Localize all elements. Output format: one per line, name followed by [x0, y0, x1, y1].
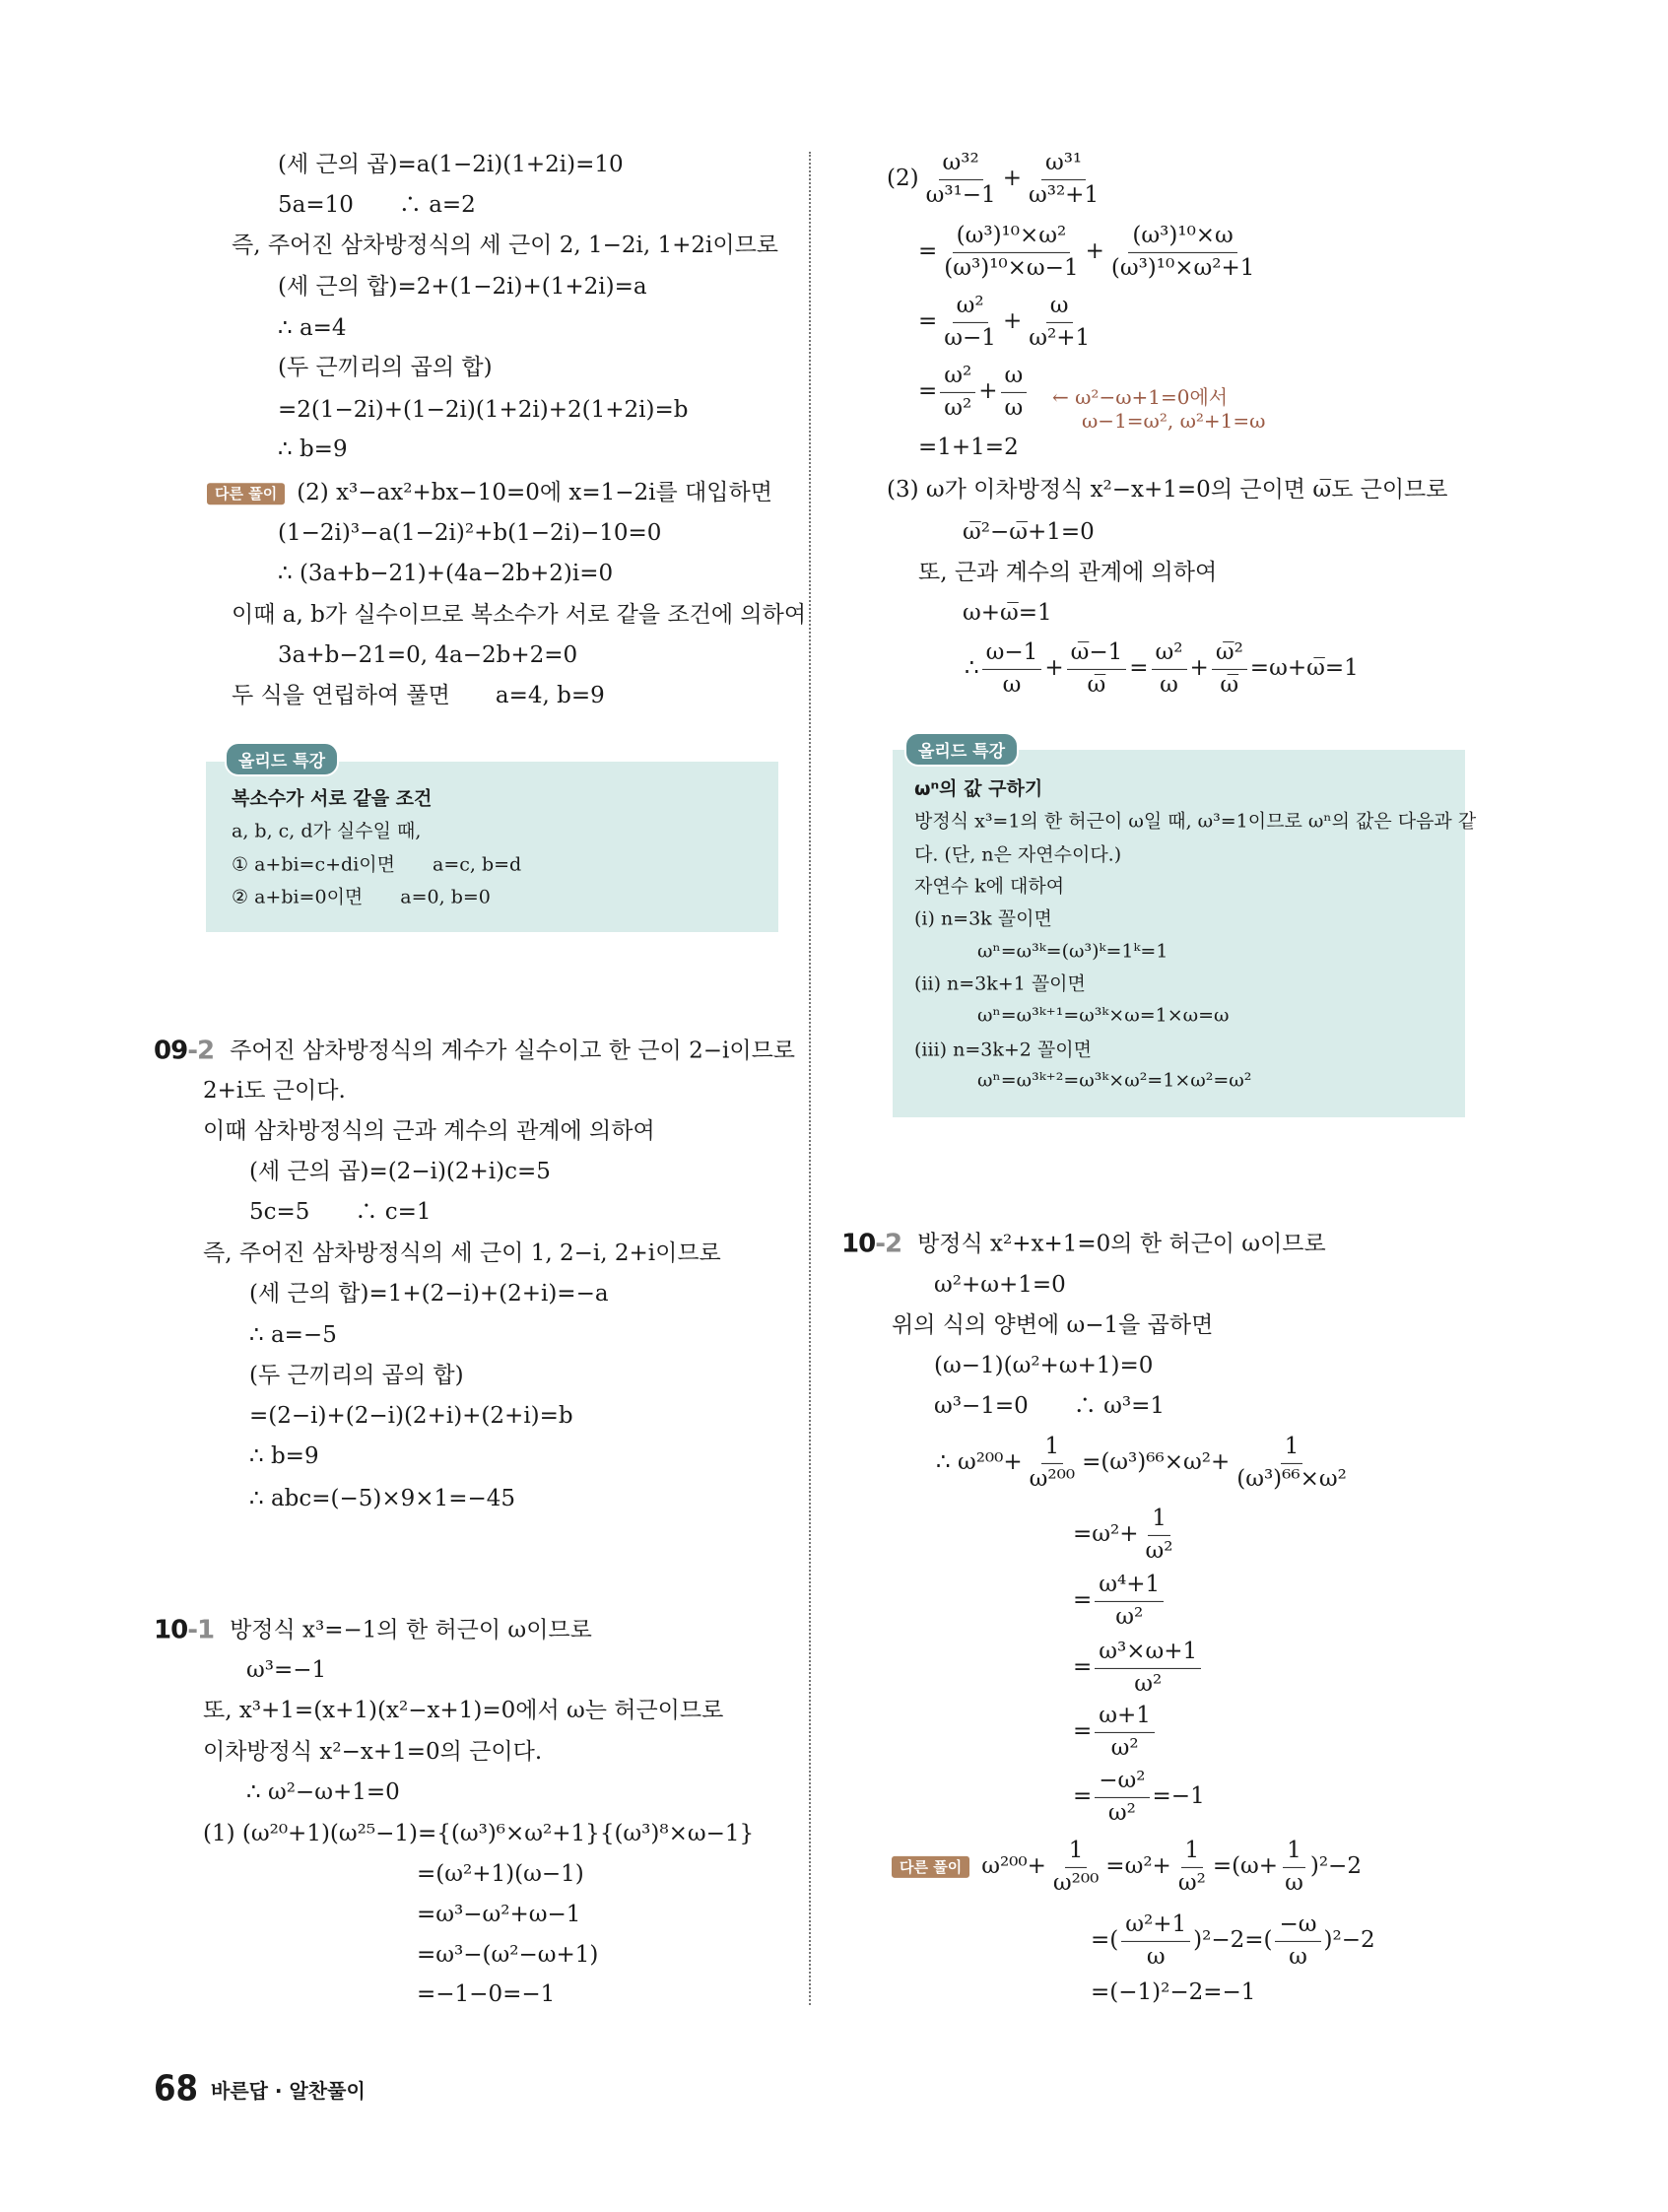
- fraction-denominator: ω²: [1110, 1734, 1139, 1761]
- solution-text: 방정식 x³=−1의 한 허근이 ω이므로: [230, 1617, 592, 1643]
- math-line: [936, 1434, 1354, 1493]
- fraction: [940, 223, 1082, 282]
- math-text: +: [1002, 308, 1023, 335]
- math-text: +: [1002, 166, 1022, 192]
- math-line: (ω−1)(ω²+ω+1)=0: [934, 1353, 1154, 1379]
- problem-number: [154, 1615, 214, 1645]
- problem-number-main: 10: [154, 1615, 188, 1645]
- math-line: [1073, 1572, 1167, 1631]
- math-line: [965, 639, 1359, 699]
- math-line: [887, 150, 1105, 209]
- annotation-note: ← ω²−ω+1=0에서: [1052, 385, 1229, 409]
- math-line: ω̅²−ω̅+1=0: [963, 519, 1095, 546]
- math-line: [918, 363, 1030, 422]
- math-line: [1073, 1768, 1205, 1827]
- fraction-denominator: ω: [1160, 671, 1178, 698]
- fraction-numerator: ω³×ω+1: [1095, 1639, 1201, 1669]
- fraction-numerator: 1: [1041, 1434, 1064, 1464]
- solution-line: (세 근의 곱)=a(1−2i)(1+2i)=10: [278, 152, 624, 178]
- math-expression: [981, 1838, 1362, 1897]
- fraction: [1095, 1703, 1155, 1762]
- math-text: )²−2: [1323, 1927, 1375, 1954]
- solution-line: (두 근끼리의 곱의 합): [249, 1363, 464, 1389]
- fraction-numerator: ω³¹: [1041, 150, 1086, 180]
- solution-line: ∴ ω²−ω+1=0: [246, 1779, 400, 1806]
- math-text: =−1: [1152, 1783, 1205, 1810]
- solution-line: ∴ a=−5: [249, 1322, 337, 1349]
- fraction: [1067, 639, 1127, 699]
- fraction: [1281, 1838, 1307, 1897]
- fraction-denominator: ω: [1289, 1943, 1307, 1970]
- math-text: ∴ ω²⁰⁰+: [936, 1449, 1023, 1476]
- problem-number-main: 09: [154, 1036, 188, 1066]
- fraction-denominator: ω−1: [944, 324, 996, 351]
- tip-box-omega-power: [893, 750, 1465, 1117]
- fraction-numerator: 1: [1065, 1838, 1088, 1868]
- math-text: =ω²+: [1073, 1521, 1139, 1548]
- fraction-numerator: ω−1: [982, 639, 1042, 670]
- problem-number-sub: -2: [187, 1036, 215, 1066]
- fraction-denominator: ω²: [944, 394, 972, 421]
- fraction-numerator: ω²+1: [1121, 1911, 1190, 1942]
- fraction: [1212, 639, 1247, 699]
- tip-box-line: ωⁿ=ω³ᵏ⁺²=ω³ᵏ×ω²=1×ω²=ω²: [977, 1069, 1252, 1092]
- tip-box-title: ωⁿ의 값 구하기: [914, 777, 1043, 800]
- fraction: [982, 639, 1042, 699]
- solution-line: 이차방정식 x²−x+1=0의 근이다.: [203, 1739, 543, 1766]
- solution-line: 3a+b−21=0, 4a−2b+2=0: [278, 642, 578, 669]
- problem-10-2-heading: [841, 1229, 1326, 1259]
- fraction-denominator: ω²⁰⁰: [1029, 1465, 1076, 1492]
- math-text: (2): [887, 166, 919, 192]
- solution-line: (1) (ω²⁰+1)(ω²⁵−1)={(ω³)⁶×ω²+1}{(ω³)⁸×ω−1}: [203, 1821, 755, 1847]
- math-text: =: [1073, 1783, 1093, 1810]
- math-text: +: [1189, 655, 1209, 682]
- fraction-denominator: ω²: [1177, 1869, 1206, 1896]
- fraction-numerator: ω̅−1: [1067, 639, 1127, 670]
- fraction-numerator: 1: [1181, 1838, 1204, 1868]
- tip-box-line: (ⅰ) n=3k 꼴이면: [914, 907, 1052, 930]
- problem-number-sub: -2: [875, 1229, 902, 1259]
- math-line: [1073, 1703, 1158, 1762]
- fraction-denominator: ω²: [1145, 1537, 1173, 1564]
- tip-box-line: 방정식 x³=1의 한 허근이 ω일 때, ω³=1이므로 ωⁿ의 값은 다음과 같: [914, 810, 1477, 833]
- solution-line: 또, 근과 계수의 관계에 의하여: [918, 560, 1218, 586]
- fraction: [1001, 363, 1028, 422]
- fraction: [1152, 639, 1187, 699]
- fraction: [1174, 1838, 1210, 1897]
- fraction-denominator: ω: [1002, 671, 1022, 698]
- fraction-denominator: ω³¹−1: [925, 181, 996, 208]
- fraction: [940, 363, 975, 422]
- tip-box-title: 복소수가 서로 같을 조건: [232, 787, 433, 810]
- fraction: [1095, 1768, 1149, 1827]
- fraction-denominator: ω²+1: [1029, 324, 1091, 351]
- tip-box-line: a, b, c, d가 실수일 때,: [232, 820, 422, 842]
- alt-solution-badge: 다른 풀이: [207, 483, 285, 504]
- fraction: [1233, 1434, 1351, 1493]
- solution-line: 5c=5 ∴ c=1: [249, 1199, 432, 1226]
- fraction-numerator: ω̅²: [1212, 639, 1247, 670]
- fraction-denominator: ω: [1285, 1869, 1303, 1896]
- solution-line: ∴ b=9: [249, 1443, 319, 1470]
- problem-10-1-heading: [154, 1615, 592, 1645]
- fraction-numerator: ω⁴+1: [1095, 1572, 1164, 1602]
- math-text: )²−2: [1309, 1853, 1362, 1880]
- fraction-numerator: 1: [1281, 1434, 1303, 1464]
- math-line: [918, 223, 1261, 282]
- solution-line: 위의 식의 양변에 ω−1을 곱하면: [892, 1312, 1214, 1339]
- fraction-denominator: (ω³)⁶⁶×ω²: [1236, 1465, 1347, 1492]
- solution-text: 방정식 x²+x+1=0의 한 허근이 ω이므로: [917, 1231, 1326, 1257]
- fraction-denominator: ω̅: [1220, 671, 1239, 698]
- tip-box-line: ① a+bi=c+di이면 a=c, b=d: [232, 853, 522, 876]
- fraction-denominator: (ω³)¹⁰×ω−1: [944, 254, 1079, 281]
- math-line: ω³−1=0 ∴ ω³=1: [934, 1393, 1165, 1420]
- tip-box-line: (ⅱ) n=3k+1 꼴이면: [914, 972, 1086, 995]
- tip-box-line: (ⅲ) n=3k+2 꼴이면: [914, 1039, 1092, 1061]
- tip-box-line: ωⁿ=ω³ᵏ=(ω³)ᵏ=1ᵏ=1: [977, 940, 1168, 963]
- alt-solution-badge: 다른 풀이: [892, 1856, 969, 1878]
- solution-line: (세 근의 합)=2+(1−2i)+(1+2i)=a: [278, 274, 647, 301]
- math-text: =: [1129, 655, 1149, 682]
- solution-line: 또, x³+1=(x+1)(x²−x+1)=0에서 ω는 허근이므로: [203, 1698, 724, 1724]
- math-text: =(ω³)⁶⁶×ω²+: [1082, 1449, 1231, 1476]
- fraction: [1025, 293, 1094, 352]
- tip-box-line: ωⁿ=ω³ᵏ⁺¹=ω³ᵏ×ω=1×ω=ω: [977, 1004, 1230, 1027]
- solution-line: (두 근끼리의 곱의 합): [278, 355, 493, 381]
- math-text: +: [1044, 655, 1064, 682]
- fraction-numerator: −ω²: [1095, 1768, 1149, 1798]
- fraction-numerator: −ω: [1275, 1911, 1320, 1942]
- fraction: [1095, 1639, 1201, 1698]
- solution-line: =(2−i)+(2−i)(2+i)+(2+i)=b: [249, 1403, 573, 1430]
- fraction-numerator: ω+1: [1095, 1703, 1155, 1733]
- solution-line: 즉, 주어진 삼차방정식의 세 근이 2, 1−2i, 1+2i이므로: [232, 233, 779, 259]
- fraction-numerator: ω²: [953, 293, 988, 323]
- fraction: [922, 150, 1000, 209]
- fraction-denominator: ω²: [1107, 1799, 1136, 1826]
- fraction-denominator: ω²⁰⁰: [1052, 1869, 1100, 1896]
- math-text: =ω²+: [1105, 1853, 1171, 1880]
- math-line: [918, 293, 1097, 352]
- problem-number-sub: -1: [187, 1615, 215, 1645]
- problem-number: [841, 1229, 901, 1259]
- math-text: +: [1085, 238, 1104, 265]
- fraction: [1026, 1434, 1079, 1493]
- solution-text: 주어진 삼차방정식의 계수가 실수이고 한 근이 2−i이므로: [230, 1038, 796, 1064]
- fraction-numerator: ω: [1001, 363, 1028, 393]
- solution-line: (세 근의 합)=1+(2−i)+(2+i)=−a: [249, 1281, 609, 1307]
- math-text: =: [918, 308, 938, 335]
- math-text: =: [1073, 1587, 1093, 1614]
- solution-line: (1−2i)³−a(1−2i)²+b(1−2i)−10=0: [278, 520, 662, 547]
- math-line: =(−1)²−2=−1: [1091, 1979, 1256, 2006]
- math-text: =(: [1091, 1927, 1119, 1954]
- fraction-numerator: (ω³)¹⁰×ω²: [953, 223, 1071, 253]
- fraction: [1049, 1838, 1102, 1897]
- math-text: ω²⁰⁰+: [981, 1853, 1046, 1880]
- solution-line: =2(1−2i)+(1−2i)(1+2i)+2(1+2i)=b: [278, 397, 689, 424]
- fraction: [1095, 1572, 1164, 1631]
- solution-line: ∴ abc=(−5)×9×1=−45: [249, 1486, 516, 1512]
- math-text: =(ω+: [1212, 1853, 1279, 1880]
- fraction: [1142, 1506, 1177, 1565]
- fraction-denominator: ω²: [1115, 1603, 1144, 1630]
- solution-line: =−1−0=−1: [417, 1981, 556, 2008]
- solution-text: (2) x³−ax²+bx−10=0에 x=1−2i를 대입하면: [297, 480, 772, 506]
- fraction-denominator: (ω³)¹⁰×ω²+1: [1110, 254, 1255, 281]
- tip-box-line: 자연수 k에 대하여: [914, 875, 1065, 898]
- solution-line: ∴ (3a+b−21)+(4a−2b+2)i=0: [278, 561, 614, 587]
- fraction-denominator: ω³²+1: [1028, 181, 1100, 208]
- problem-number-main: 10: [841, 1229, 876, 1259]
- tip-box-tab: 올리드 특강: [904, 732, 1019, 767]
- math-line: [1073, 1506, 1180, 1565]
- solution-line: ∴ b=9: [278, 436, 348, 463]
- math-line: ω²+ω+1=0: [934, 1272, 1066, 1299]
- fraction: [1025, 150, 1102, 209]
- math-text: ∴: [965, 655, 979, 682]
- tip-box-line: ② a+bi=0이면 a=0, b=0: [232, 886, 491, 908]
- fraction-numerator: ω: [1046, 293, 1073, 323]
- solution-line: 2+i도 근이다.: [203, 1078, 346, 1105]
- solution-line: 이때 a, b가 실수이므로 복소수가 서로 같을 조건에 의하여: [232, 602, 807, 629]
- fraction-denominator: ω: [1146, 1943, 1166, 1970]
- annotation-note: ω−1=ω², ω²+1=ω: [1082, 409, 1266, 433]
- fraction-denominator: ω: [1004, 394, 1024, 421]
- math-text: +: [978, 378, 998, 405]
- fraction: [1121, 1911, 1190, 1971]
- alt-solution-line: [207, 480, 772, 507]
- math-line: [1091, 1911, 1375, 1971]
- solution-line: (3) ω가 이차방정식 x²−x+1=0의 근이면 ω̅도 근이므로: [887, 477, 1448, 503]
- math-line: =1+1=2: [918, 435, 1019, 461]
- fraction-numerator: ω²: [1152, 639, 1187, 670]
- fraction: [1275, 1911, 1320, 1971]
- footer-title: 바른답 · 알찬풀이: [211, 2079, 366, 2103]
- column-divider: [809, 152, 811, 2005]
- fraction-numerator: 1: [1283, 1838, 1305, 1868]
- math-text: =: [918, 238, 938, 265]
- fraction: [1107, 223, 1259, 282]
- solution-line: 즉, 주어진 삼차방정식의 세 근이 1, 2−i, 2+i이므로: [203, 1240, 721, 1267]
- solution-line: (세 근의 곱)=(2−i)(2+i)c=5: [249, 1159, 551, 1185]
- alt-solution-line: [892, 1838, 1362, 1897]
- solution-line: ω³=−1: [246, 1657, 327, 1684]
- solution-line: =ω³−(ω²−ω+1): [417, 1942, 599, 1969]
- page-number: 68: [154, 2068, 199, 2110]
- problem-09-2-heading: [154, 1036, 795, 1066]
- math-text: )²−2=(: [1193, 1927, 1273, 1954]
- fraction-numerator: ω³²: [939, 150, 983, 180]
- math-text: =: [1073, 1654, 1093, 1681]
- math-line: [1073, 1639, 1204, 1698]
- math-text: =: [918, 378, 938, 405]
- fraction: [940, 293, 1000, 352]
- math-line: ω+ω̅=1: [963, 600, 1052, 627]
- solution-line: 이때 삼차방정식의 근과 계수의 관계에 의하여: [203, 1118, 655, 1145]
- fraction-numerator: (ω³)¹⁰×ω: [1128, 223, 1236, 253]
- tip-box-tab: 올리드 특강: [225, 742, 339, 776]
- fraction-numerator: 1: [1148, 1506, 1170, 1536]
- solution-line: =(ω²+1)(ω−1): [417, 1861, 584, 1888]
- problem-number: [154, 1036, 214, 1066]
- math-text: =ω+ω̅=1: [1249, 655, 1359, 682]
- fraction-denominator: ω²: [1134, 1670, 1163, 1697]
- solution-line: 두 식을 연립하여 풀면 a=4, b=9: [232, 683, 605, 709]
- fraction-numerator: ω²: [940, 363, 975, 393]
- solution-line: =ω³−ω²+ω−1: [417, 1902, 581, 1928]
- fraction-denominator: ω̅: [1087, 671, 1106, 698]
- math-text: =: [1073, 1718, 1093, 1745]
- solution-line: ∴ a=4: [278, 315, 347, 342]
- tip-box-line: 다. (단, n은 자연수이다.): [914, 843, 1122, 866]
- solution-line: 5a=10 ∴ a=2: [278, 192, 476, 219]
